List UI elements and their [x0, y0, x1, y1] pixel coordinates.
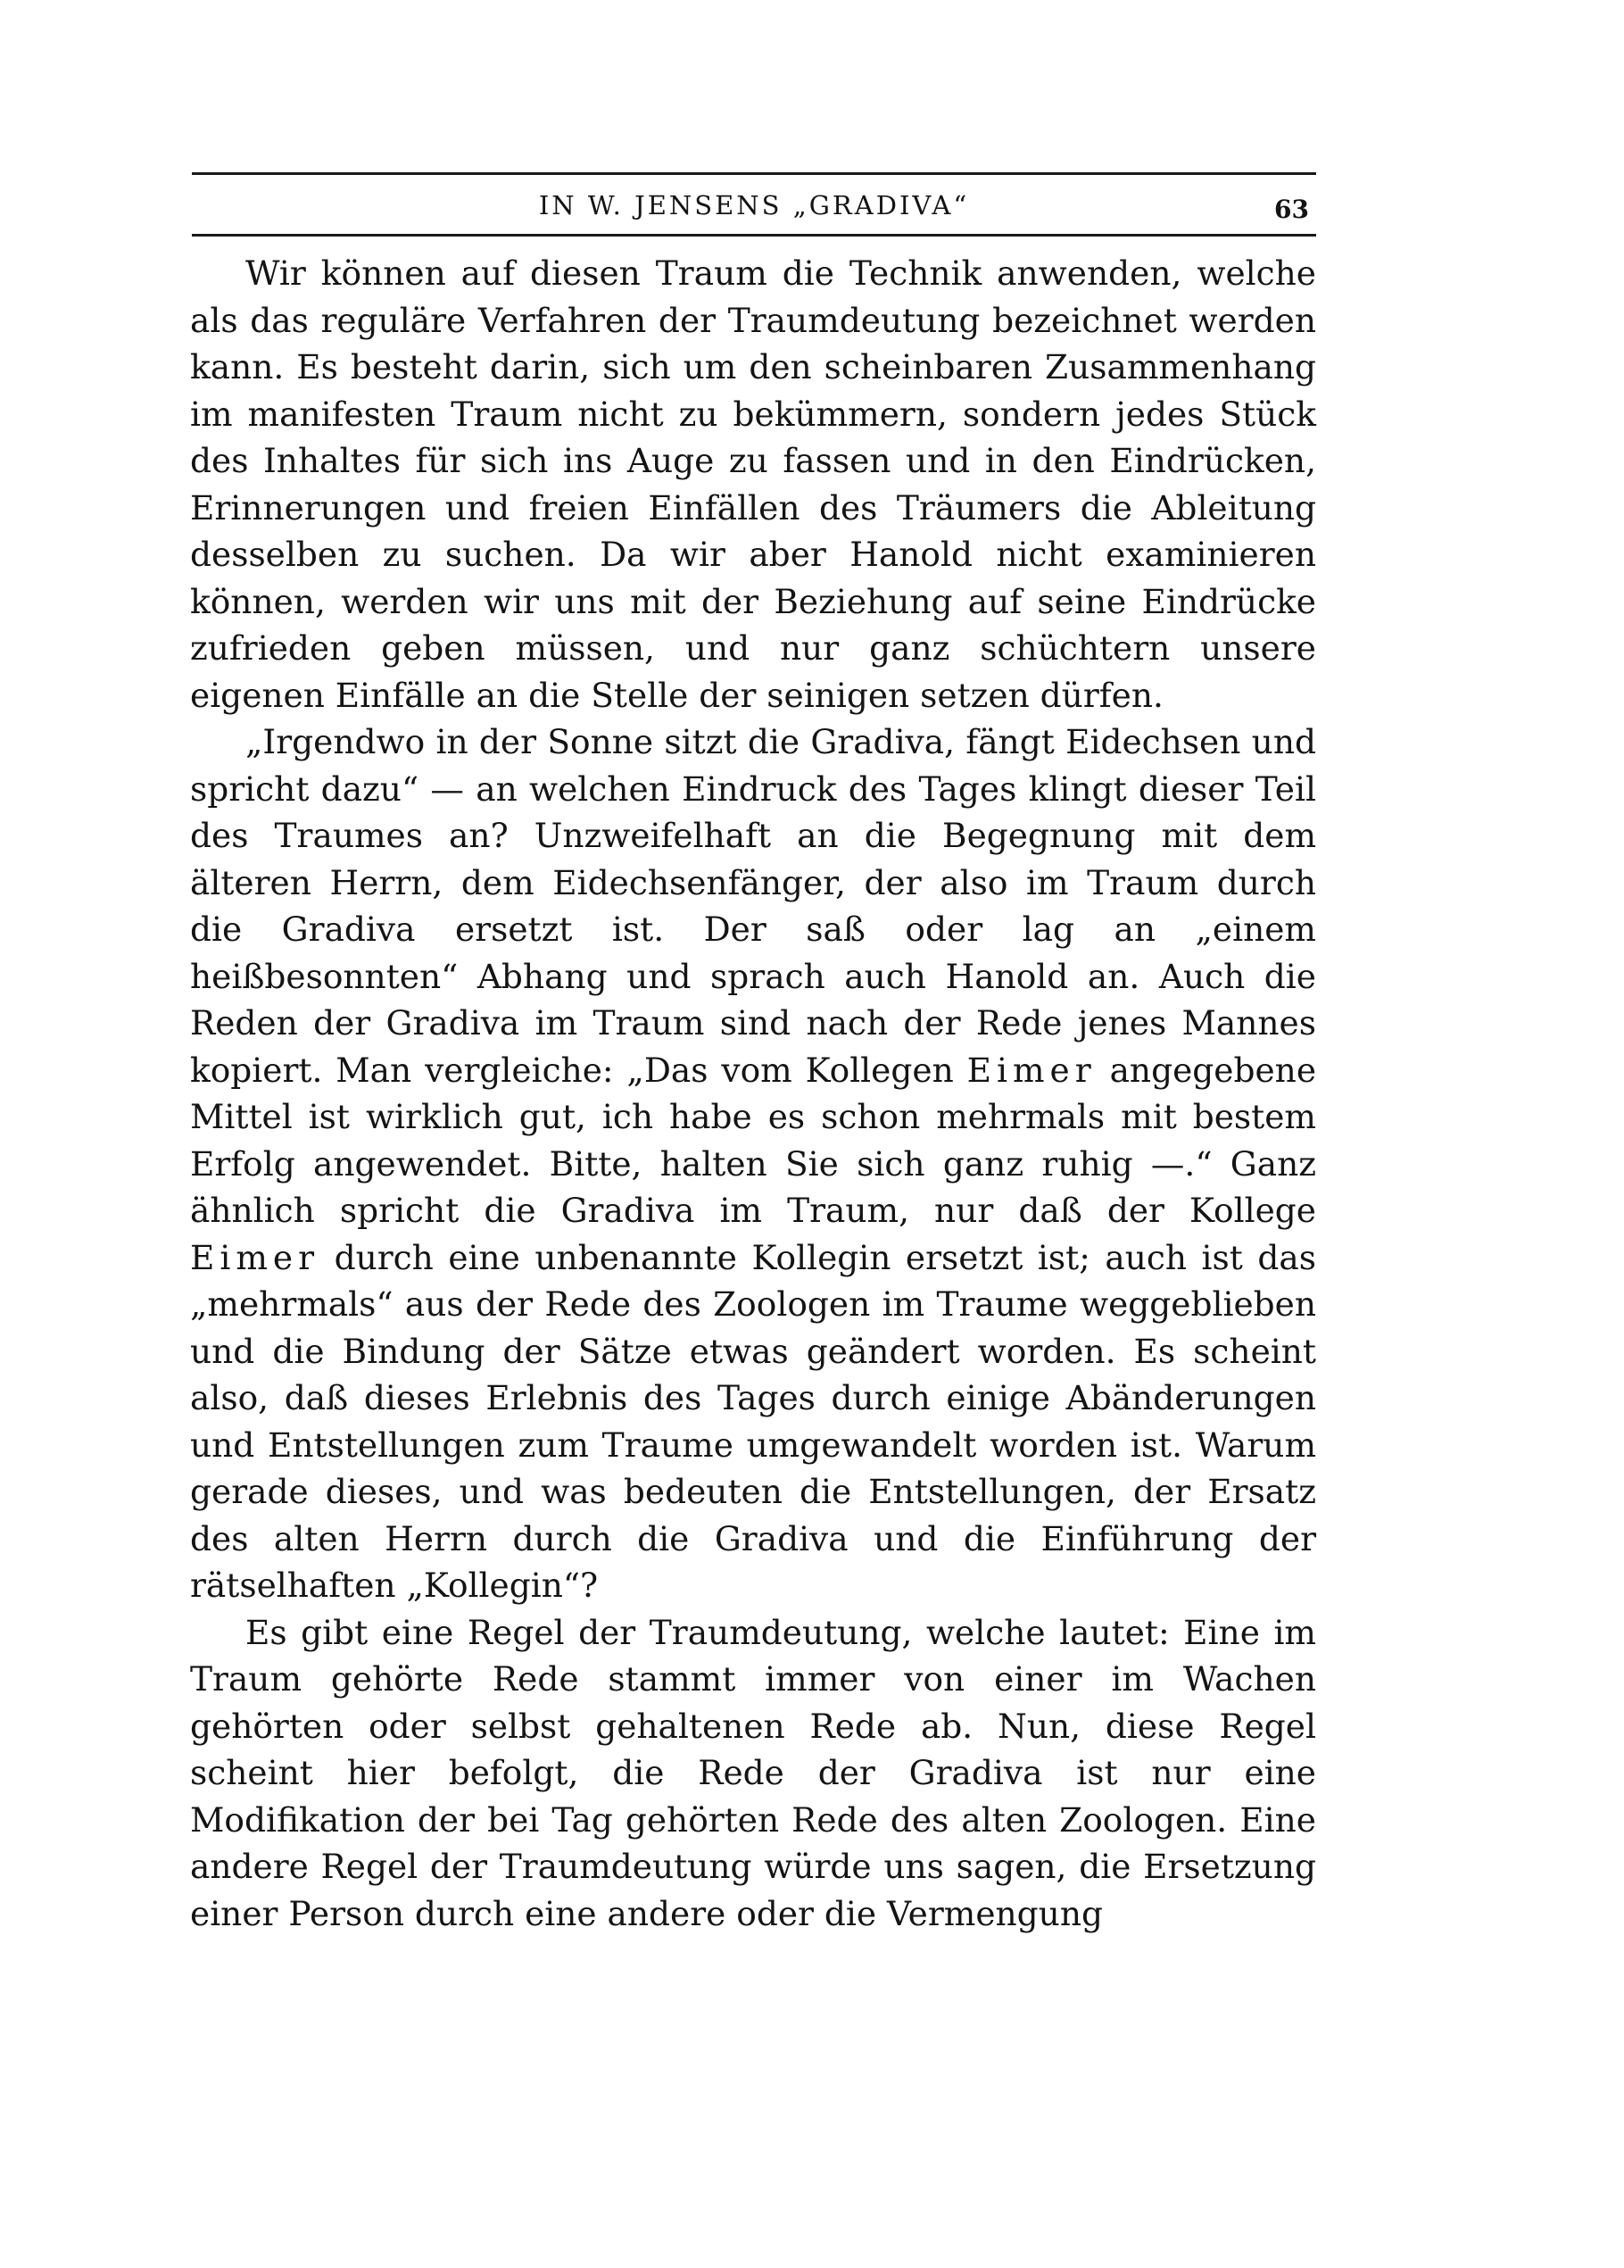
running-title: IN W. JENSENS „GRADIVA“: [538, 190, 970, 220]
body-text: [190, 250, 1316, 1937]
header-rule-top: [192, 172, 1316, 175]
paragraph-2-part-a: „Irgendwo in der Sonne sitzt die Gradiva, fängt Eidechsen und spricht dazu“ — an welchen Eindruck des Tages klingt dieser Teil des Traumes an? Unzweifelhaft an die Begegnung mit dem älteren Herrn, dem Eidechsenfänger, der also im Traum durch die Gradiva ersetzt ist. Der saß oder lag an „einem heißbesonnten“ Abhang und sprach auch Hanold an. Auch die Reden der Gradiva im Traum sind nach der Rede jenes Mannes kopiert. Man vergleiche: „Das vom Kollegen: [190, 722, 1316, 1090]
paragraph-2: [190, 719, 1316, 1609]
paragraph-2-part-c: durch eine unbenannte Kollegin ersetzt ist; auch ist das „mehrmals“ aus der Rede des Zoologen im Traume weggeblieben und die Bindung der Sätze etwas geändert worden. Es scheint also, daß dieses Erlebnis des Tages durch einige Abänderungen und Entstellungen zum Traume umgewandelt worden ist. Warum gerade dieses, und was bedeuten die Entstellungen, der Ersatz des alten Herrn durch die Gradiva und die Einführung der rätselhaften „Kollegin“?: [190, 1237, 1316, 1605]
header-rule-bottom: [192, 234, 1316, 237]
paragraph-2-part-b: angegebene Mittel ist wirklich gut, ich habe es schon mehrmals mit bestem Erfolg angewendet. Bitte, halten Sie sich ganz ruhig —.“ Ganz ähnlich spricht die Gradiva im Traum, nur daß der Kollege: [190, 1050, 1317, 1230]
spaced-name-eimer-1: Eimer: [966, 1050, 1097, 1090]
paragraph-3: Es gibt eine Regel der Traumdeutung, welche lautet: Eine im Traum gehörte Rede stammt immer von einer im Wachen gehörten oder selbst gehaltenen Rede ab. Nun, diese Regel scheint hier befolgt, die Rede der Gradiva ist nur eine Modifikation der bei Tag gehörten Rede des alten Zoologen. Eine andere Regel der Traumdeutung würde uns sagen, die Ersetzung einer Person durch eine andere oder die Vermengung: [190, 1612, 1316, 1933]
page-number: 63: [1274, 195, 1309, 224]
paragraph-1: Wir können auf diesen Traum die Technik anwenden, welche als das reguläre Verfahren der Traumdeutung bezeichnet werden kann. Es besteht darin, sich um den scheinbaren Zusammenhang im manifesten Traum nicht zu bekümmern, sondern jedes Stück des Inhaltes für sich ins Auge zu fassen und in den Eindrücken, Erinnerungen und freien Einfällen des Träumers die Ableitung desselben zu suchen. Da wir aber Hanold nicht examinieren können, werden wir uns mit der Beziehung auf seine Eindrücke zufrieden geben müssen, und nur ganz schüchtern unsere eigenen Einfälle an die Stelle der seinigen setzen dürfen.: [190, 253, 1316, 715]
spaced-name-eimer-2: Eimer: [190, 1237, 320, 1277]
